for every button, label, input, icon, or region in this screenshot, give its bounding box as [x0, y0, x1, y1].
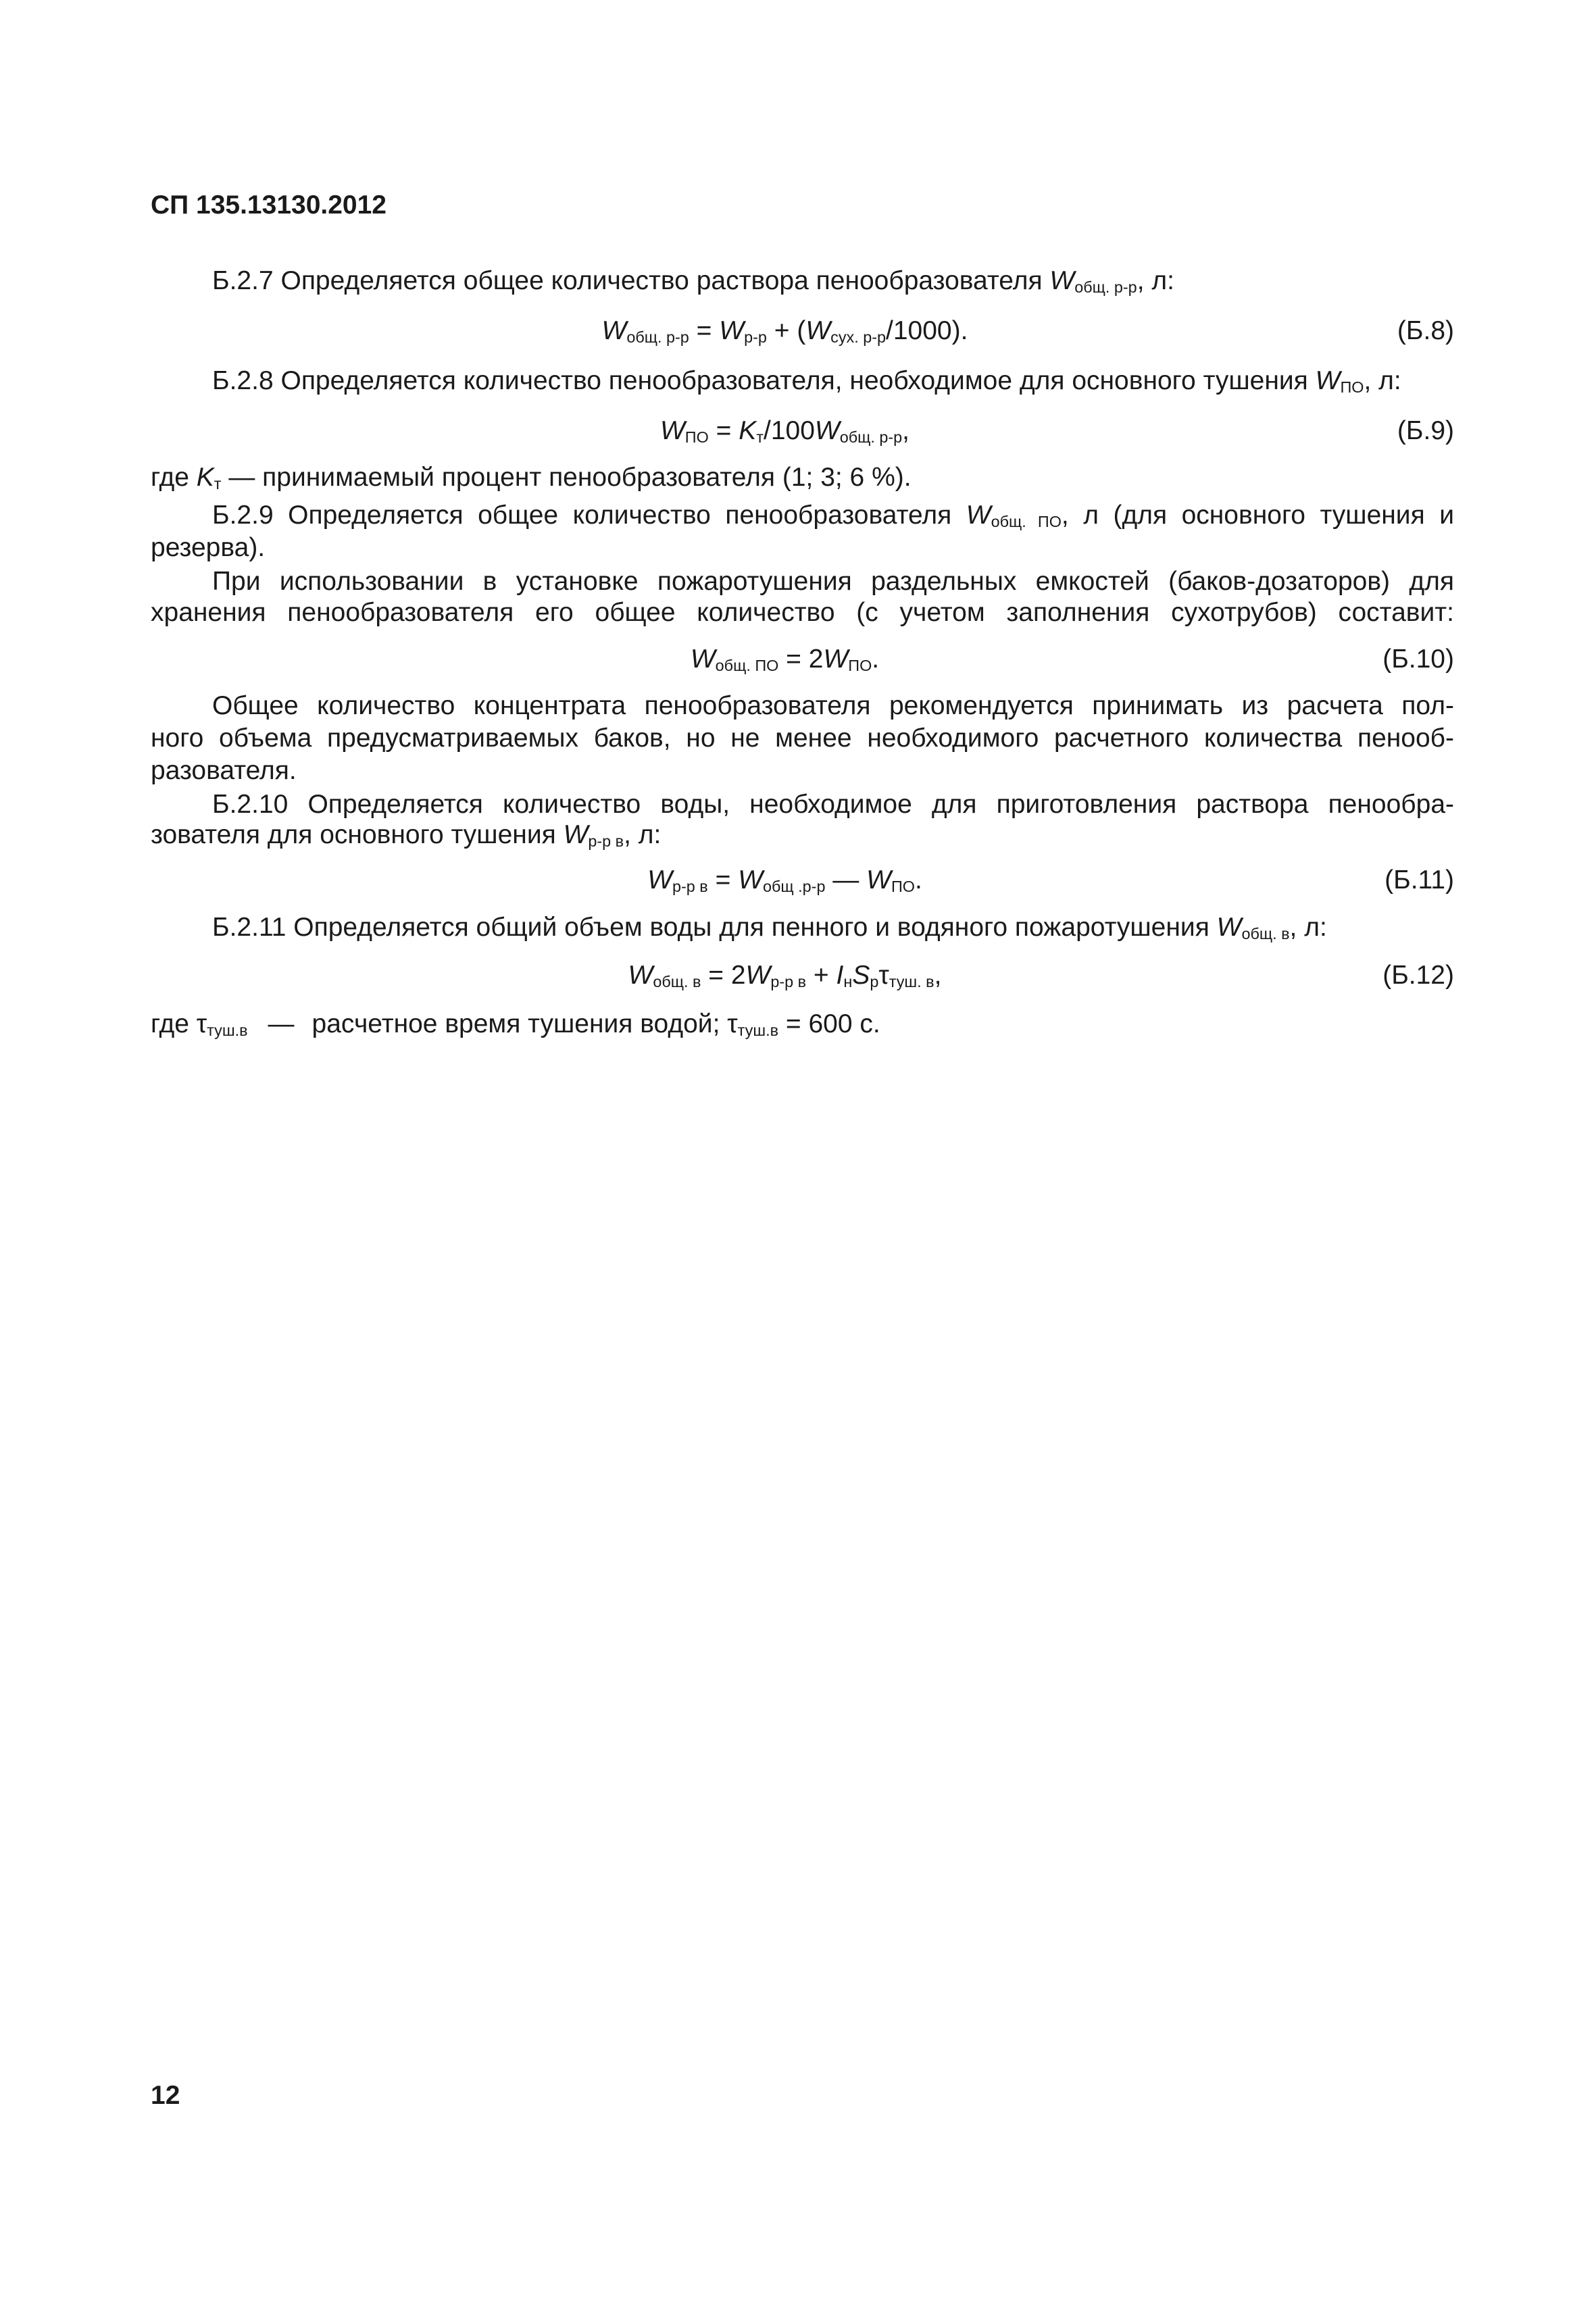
variable-w: W — [719, 316, 745, 345]
variable-tau: τ — [878, 961, 889, 990]
formula-expression — [151, 643, 1419, 676]
formula-operator: = — [708, 416, 739, 445]
formula-operator: + ( — [766, 316, 806, 345]
paragraph-concentrate-line-3: разователя. — [151, 756, 297, 785]
equation-number: (Б.10) — [1382, 645, 1454, 674]
formula-b10 — [151, 643, 1454, 676]
formula-b11 — [151, 864, 1454, 897]
variable-w: W — [628, 961, 653, 990]
formula-operator: , — [902, 416, 910, 445]
formula-expression — [151, 959, 1419, 992]
subscript: общ. р-р — [1074, 278, 1137, 297]
paragraph-b2-8 — [151, 365, 1454, 397]
subscript: р — [870, 973, 879, 991]
formula-operator: = — [707, 865, 739, 895]
definition-k — [151, 461, 1454, 494]
page-number: 12 — [151, 2081, 180, 2110]
subscript: р-р в — [588, 832, 624, 851]
paragraph-b2-7 — [151, 265, 1454, 297]
variable-w: W — [745, 961, 771, 990]
paragraph-b2-10-line-1: Б.2.10 Определяется количество воды, необходимое для приготовления раствора пенообра- — [212, 790, 1454, 819]
variable-tau: τ — [727, 1009, 738, 1038]
paragraph-separate-tanks-line-2: хранения пенообразователя его общее количество (с учетом заполнения сухотрубов) составит: — [151, 598, 1454, 627]
document-code-header: СП 135.13130.2012 — [151, 191, 386, 220]
paragraph-text: , л: — [1364, 366, 1401, 395]
formula-operator: . — [872, 645, 880, 674]
paragraph-text: , л: — [1289, 913, 1327, 942]
variable-w: W — [601, 316, 627, 345]
paragraph-text: , л: — [624, 820, 662, 849]
paragraph-text: , л: — [1137, 266, 1174, 295]
subscript: общ. в — [1241, 925, 1290, 943]
paragraph-concentrate-line-1: Общее количество концентрата пенообразователя рекомендуется принимать из расчета пол- — [212, 691, 1454, 720]
formula-operator: = — [689, 316, 720, 345]
formula-operator: /100 — [763, 416, 815, 445]
formula-b9 — [151, 415, 1454, 447]
paragraph-text: , л (для основного тушения и — [1061, 501, 1454, 530]
formula-b8 — [151, 315, 1454, 347]
paragraph-b2-9-line-2: резерва). — [151, 533, 266, 562]
variable-k: K — [196, 463, 214, 492]
formula-expression — [151, 864, 1419, 897]
subscript: ПО — [684, 428, 709, 447]
subscript: туш.в — [737, 1022, 779, 1040]
variable-w: W — [1315, 366, 1341, 395]
variable-i: I — [836, 961, 844, 990]
equation-number: (Б.9) — [1397, 416, 1454, 445]
subscript: р-р в — [770, 973, 807, 991]
subscript: ПО — [1340, 378, 1364, 397]
variable-w: W — [647, 865, 672, 895]
variable-w: W — [866, 865, 891, 895]
paragraph-text: Б.2.11 Определяется общий объем воды для пенного и водяного пожаротушения — [212, 913, 1217, 942]
formula-operator: , — [934, 961, 942, 990]
subscript: т — [756, 428, 764, 447]
equation-number: (Б.8) — [1397, 316, 1454, 345]
subscript: ПО — [848, 657, 872, 675]
formula-operator: + — [806, 961, 837, 990]
subscript: ПО — [891, 878, 915, 896]
formula-operator: /1000). — [886, 316, 968, 345]
subscript: н — [843, 973, 853, 991]
paragraph-separate-tanks-line-1: При использовании в установке пожаротушения раздельных емкостей (баков-дозаторов) для — [212, 567, 1454, 596]
equation-number: (Б.12) — [1382, 961, 1454, 990]
variable-w: W — [805, 316, 831, 345]
paragraph-text: = 600 с. — [778, 1009, 880, 1038]
paragraph-concentrate-line-2: ного объема предусматриваемых баков, но не менее необходимого расчетного количества пенооб- — [151, 724, 1454, 753]
definition-tau — [151, 1008, 1454, 1040]
subscript: общ. р-р — [626, 328, 689, 347]
subscript: туш.в — [207, 1022, 248, 1040]
variable-w: W — [659, 416, 685, 445]
formula-operator: — — [825, 865, 867, 895]
variable-w: W — [814, 416, 840, 445]
paragraph-text: Б.2.7 Определяется общее количество раствора пенообразователя — [212, 266, 1050, 295]
paragraph-b2-11 — [151, 911, 1454, 944]
subscript: общ. р-р — [839, 428, 903, 447]
variable-w: W — [823, 645, 849, 674]
variable-k: K — [739, 416, 757, 445]
paragraph-b2-9-line-1 — [151, 499, 1454, 532]
formula-operator: = 2 — [701, 961, 746, 990]
variable-w: W — [563, 820, 589, 849]
em-dash: — — [268, 1009, 295, 1038]
formula-b12 — [151, 959, 1454, 992]
paragraph-text: Б.2.9 Определяется общее количество пенообразователя — [212, 501, 966, 530]
paragraph-b2-10-line-2 — [151, 819, 1454, 851]
variable-s: S — [852, 961, 870, 990]
subscript: туш. в — [889, 973, 934, 991]
subscript: общ. в — [653, 973, 701, 991]
variable-w: W — [966, 501, 991, 530]
paragraph-text: где — [151, 463, 197, 492]
variable-w: W — [1216, 913, 1242, 942]
variable-w: W — [690, 645, 716, 674]
paragraph-text: расчетное время тушения водой; — [311, 1009, 728, 1038]
equation-number: (Б.11) — [1385, 865, 1454, 895]
paragraph-text: где — [151, 1009, 197, 1038]
subscript: общ. ПО — [991, 513, 1062, 531]
subscript: р-р в — [672, 878, 708, 896]
formula-operator: = 2 — [778, 645, 824, 674]
formula-operator: . — [914, 865, 922, 895]
subscript: общ. ПО — [715, 657, 779, 675]
variable-w: W — [738, 865, 763, 895]
subscript: т — [214, 475, 222, 493]
formula-expression — [151, 315, 1419, 347]
paragraph-text: Б.2.8 Определяется количество пенообразователя, необходимое для основного тушения — [212, 366, 1316, 395]
formula-expression — [151, 415, 1419, 447]
paragraph-text: — принимаемый процент пенообразователя (1; 3; 6 %). — [221, 463, 912, 492]
subscript: р-р — [744, 328, 767, 347]
subscript: общ .р-р — [763, 878, 826, 896]
paragraph-text: зователя для основного тушения — [151, 820, 564, 849]
variable-tau: τ — [196, 1009, 207, 1038]
subscript: сух. р-р — [830, 328, 887, 347]
variable-w: W — [1049, 266, 1075, 295]
